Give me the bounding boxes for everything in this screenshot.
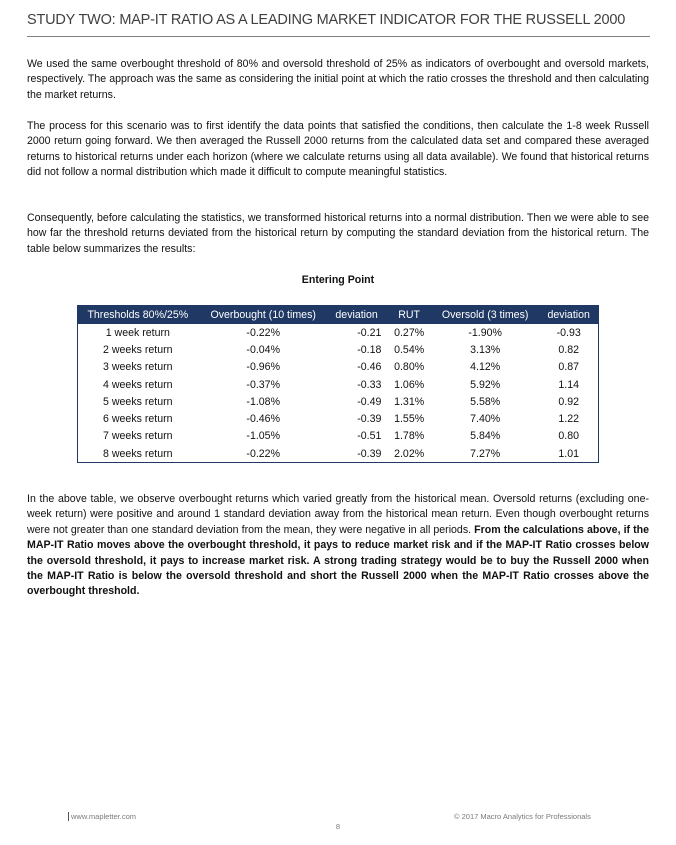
table-row	[78, 393, 599, 410]
cell-deviation-overbought: -0.21	[357, 326, 382, 339]
cell-oversold: 5.84%	[470, 430, 501, 443]
title-underline	[27, 36, 650, 37]
cell-overbought: -1.05%	[246, 430, 280, 443]
cell-oversold: 5.58%	[470, 395, 501, 408]
cell-oversold: 5.92%	[470, 378, 501, 391]
table-caption: Entering Point	[301, 274, 375, 286]
cell-rut: 1.06%	[394, 378, 425, 391]
footer-website: www.mapletter.com	[68, 812, 136, 821]
page-title: STUDY TWO: MAP-IT RATIO AS A LEADING MARKET INDICATOR FOR THE RUSSELL 2000	[27, 12, 626, 28]
cell-oversold: 4.12%	[470, 361, 501, 374]
paragraph-thresholds: We used the same overbought threshold of 80% and oversold threshold of 25% as indicators of overbought and oversold markets, respectively. The approach was the same as considering the initial point at which the ratio crosses the threshold and then calculating the market returns.	[27, 58, 649, 101]
table-row	[78, 376, 599, 393]
cell-overbought: -0.04%	[246, 343, 280, 356]
results-table	[77, 305, 599, 463]
header-rut: RUT	[387, 306, 430, 325]
cell-period: 6 weeks return	[103, 413, 173, 426]
cell-oversold: 7.40%	[470, 413, 501, 426]
cell-period: 2 weeks return	[103, 343, 173, 356]
cell-deviation-overbought: -0.51	[357, 430, 382, 443]
cell-deviation-oversold: 0.80	[558, 430, 580, 443]
cell-overbought: -0.46%	[246, 413, 280, 426]
cell-deviation-oversold: 1.22	[558, 413, 580, 426]
cell-rut: 0.54%	[394, 343, 425, 356]
cell-period: 3 weeks return	[103, 361, 173, 374]
cell-deviation-overbought: -0.39	[357, 447, 382, 460]
table-row	[78, 410, 599, 427]
conclusion-bold-text: From the calculations above, if the MAP-IT Ratio moves above the overbought threshold, it pays to reduce market risk and if the MAP-IT Ratio crosses below the oversold threshold, it pays to increase market risk. A strong trading strategy would be to buy the Russell 2000 when the MAP-IT Ratio is below the oversold threshold and short the Russell 2000 when the MAP-IT Ratio crosses above the overbought threshold.	[27, 523, 650, 598]
cell-oversold: 3.13%	[470, 343, 501, 356]
cell-deviation-oversold: -0.93	[556, 326, 581, 339]
cell-rut: 1.55%	[394, 413, 425, 426]
paragraph-transformation: Consequently, before calculating the statistics, we transformed historical returns into a normal distribution. Then we were able to see how far the threshold returns deviated from the historical return by computing the standard deviation from the historical return. The table below summarizes the results:	[27, 212, 649, 255]
cell-deviation-oversold: 1.01	[558, 447, 580, 460]
cell-deviation-oversold: 0.92	[558, 395, 580, 408]
cell-rut: 2.02%	[394, 447, 425, 460]
cell-deviation-overbought: -0.18	[357, 343, 382, 356]
cell-deviation-oversold: 0.82	[558, 343, 580, 356]
cell-deviation-overbought: -0.39	[357, 413, 382, 426]
header-deviation-overbought: deviation	[329, 306, 388, 325]
cell-period: 7 weeks return	[103, 430, 173, 443]
cell-rut: 1.78%	[394, 430, 425, 443]
header-overbought: Overbought (10 times)	[198, 306, 329, 325]
conclusion-text: In the above table, we observe overbought returns which varied greatly from the historical mean. Oversold returns (excluding one-week return) were positive and around 1 standard deviation away from the historical mean return. Even though overbought returns were not greater than one standard deviation from the mean, they were negative in all periods.	[27, 493, 649, 536]
header-thresholds: Thresholds 80%/25%	[78, 306, 198, 325]
cell-period: 1 week return	[105, 326, 170, 339]
cell-rut: 0.27%	[394, 326, 425, 339]
cell-oversold: -1.90%	[468, 326, 502, 339]
cell-oversold: 7.27%	[470, 447, 501, 460]
footer-copyright: © 2017 Macro Analytics for Professionals	[454, 812, 591, 821]
cell-deviation-oversold: 1.14	[558, 378, 580, 391]
cell-deviation-overbought: -0.46	[357, 361, 382, 374]
table-row	[78, 341, 599, 358]
cell-period: 5 weeks return	[103, 395, 173, 408]
cell-overbought: -1.08%	[246, 395, 280, 408]
cell-period: 4 weeks return	[103, 378, 173, 391]
cell-overbought: -0.96%	[246, 361, 280, 374]
table-header-row	[78, 306, 599, 325]
table-row	[78, 359, 599, 376]
cell-overbought: -0.22%	[246, 326, 280, 339]
paragraph-process: The process for this scenario was to first identify the data points that satisfied the conditions, then calculate the 1-8 week Russell 2000 return going forward. We then averaged the Russell 2000 returns from the calculated data set and compared these averaged returns to historical returns under each horizon (where we calculate returns using all data available). We found that historical returns did not follow a normal distribution which made it difficult to compute meaningful statistics.	[27, 120, 649, 179]
cell-rut: 1.31%	[394, 395, 425, 408]
header-deviation-oversold: deviation	[539, 306, 598, 325]
paragraph-conclusion	[27, 492, 649, 600]
cell-overbought: -0.37%	[246, 378, 280, 391]
header-oversold: Oversold (3 times)	[431, 306, 540, 325]
cell-rut: 0.80%	[394, 361, 425, 374]
table-row	[78, 445, 599, 463]
table-row	[78, 324, 599, 341]
page-number: 8	[335, 822, 341, 831]
cell-deviation-overbought: -0.33	[357, 378, 382, 391]
table-row	[78, 428, 599, 445]
cell-overbought: -0.22%	[246, 447, 280, 460]
cell-period: 8 weeks return	[103, 447, 173, 460]
cell-deviation-overbought: -0.49	[357, 395, 382, 408]
cell-deviation-oversold: 0.87	[558, 361, 580, 374]
